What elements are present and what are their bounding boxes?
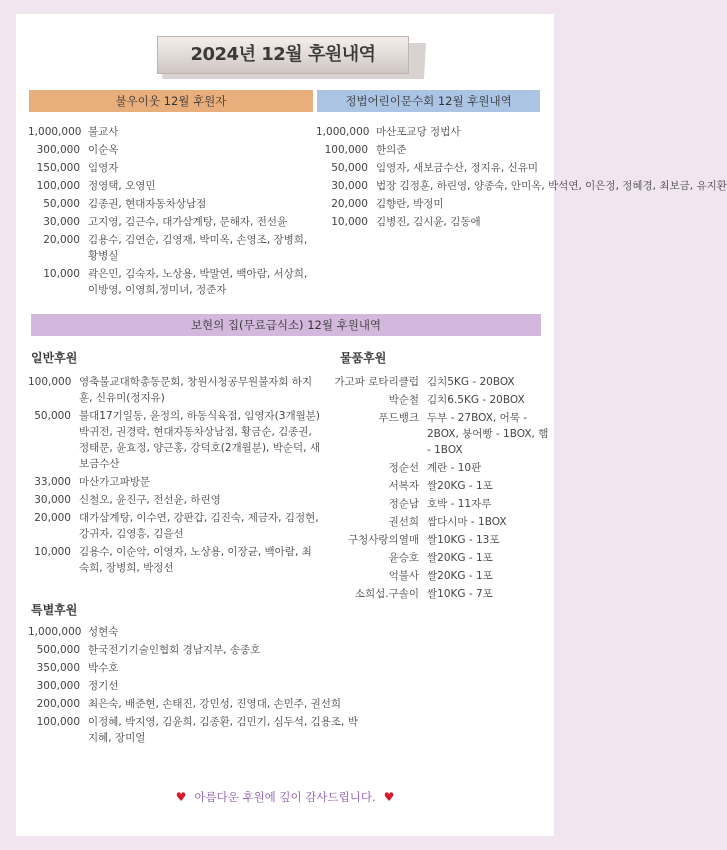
- donor-names: 마산포교당 정법사: [376, 126, 461, 138]
- list-item: [28, 642, 368, 658]
- donated-items: 호박 - 11자루: [427, 498, 492, 510]
- donor-names: 김종권, 현대자동차상남점: [88, 198, 207, 210]
- donation-amount: 350,000: [36, 662, 80, 674]
- list-item: [28, 474, 328, 490]
- special-support-title: 특별후원: [31, 603, 78, 617]
- list-item: [28, 492, 328, 508]
- donor-name: 푸드뱅크: [378, 412, 419, 424]
- list-item: [28, 266, 328, 298]
- list-item: [28, 160, 328, 176]
- donation-amount: 20,000: [43, 234, 80, 246]
- donation-amount: 30,000: [34, 494, 71, 506]
- donated-items: 쌀20KG - 1포: [427, 570, 493, 582]
- list-item: [28, 408, 328, 472]
- special-donor-list: [28, 624, 368, 748]
- list-item: [28, 142, 328, 158]
- page-title: 2024년 12월 후원내역: [157, 36, 409, 74]
- donor-names: 법장 김정훈, 하린영, 양종숙, 안미옥, 박석연, 이은정, 정혜경, 최보금, 유지환: [376, 180, 727, 192]
- list-item: [321, 568, 551, 584]
- donor-names: 김향란, 박정미: [376, 198, 444, 210]
- donated-items: 쌀10KG - 13포: [427, 534, 500, 546]
- donor-names: 정영택, 오영민: [88, 180, 156, 192]
- donation-amount: 50,000: [34, 410, 71, 422]
- section-header-needy: 불우이웃 12월 후원자: [29, 90, 313, 112]
- donation-amount: 150,000: [36, 162, 80, 174]
- goods-donor-list: [321, 374, 551, 604]
- list-item: [321, 392, 551, 408]
- list-item: [28, 660, 368, 676]
- donor-names: 마산가고파방문: [79, 476, 151, 488]
- children-donor-list: [316, 124, 727, 232]
- donation-amount: 1,000,000: [28, 126, 82, 138]
- donor-names: 최은숙, 배준현, 손태진, 강민성, 진영대, 손민주, 권선희: [88, 698, 342, 710]
- section-header-food-bank: 보현의 집(무료급식소) 12월 후원내역: [31, 314, 541, 336]
- list-item: [28, 196, 328, 212]
- donation-amount: 100,000: [28, 376, 72, 388]
- donated-items: 쌈다시마 - 1BOX: [427, 516, 507, 528]
- donated-items: 김치5KG - 20BOX: [427, 376, 515, 388]
- donation-amount: 200,000: [36, 698, 80, 710]
- donor-names: 이정혜, 박지영, 김윤희, 김종환, 김민기, 심두석, 김용조, 박지혜, 장미얼: [88, 716, 358, 744]
- donor-name: 권선희: [388, 516, 419, 528]
- donor-name: 정순선: [388, 462, 419, 474]
- donation-amount: 10,000: [331, 216, 368, 228]
- donor-names: 김병진, 김시윤, 김동애: [376, 216, 481, 228]
- donation-amount: 300,000: [36, 680, 80, 692]
- donated-items: 쌀20KG - 1포: [427, 552, 493, 564]
- donor-name: 구청사랑의열매: [347, 534, 419, 546]
- list-item: [28, 214, 328, 230]
- list-item: [321, 478, 551, 494]
- list-item: [28, 374, 328, 406]
- list-item: [321, 496, 551, 512]
- donor-name: 정순남: [388, 498, 419, 510]
- donor-names: 한의준: [376, 144, 407, 156]
- donor-names: 정기선: [88, 680, 119, 692]
- general-donor-list: [28, 374, 328, 578]
- donated-items: 계란 - 10판: [427, 462, 482, 474]
- donor-names: 영축불교대학총동문회, 창원시청공무원불자회 하지훈, 신유미(정지유): [79, 376, 313, 404]
- list-item: [28, 678, 368, 694]
- donor-names: 불대17기일동, 윤정의, 하동식육점, 임영자(3개월분) 박귀전, 권경락, 현대자동차상남점, 황금순, 김종권, 정태문, 윤효정, 양근홍, 강덕호(2개월분), 박순덕, 새보금수산: [79, 410, 320, 470]
- list-item: [321, 550, 551, 566]
- donor-names: 이순옥: [88, 144, 119, 156]
- donation-amount: 100,000: [36, 180, 80, 192]
- donated-items: 김치6.5KG - 20BOX: [427, 394, 525, 406]
- donated-items: 쌀20KG - 1포: [427, 480, 493, 492]
- heart-icon: ♥: [383, 790, 395, 804]
- heart-icon: ♥: [175, 790, 187, 804]
- donation-amount: 10,000: [43, 268, 80, 280]
- list-item: [321, 586, 551, 602]
- donor-names: 한국전기기술인협회 경남지부, 송종호: [88, 644, 261, 656]
- list-item: [321, 514, 551, 530]
- donation-amount: 30,000: [331, 180, 368, 192]
- thanks-message: [16, 789, 554, 805]
- donation-amount: 50,000: [331, 162, 368, 174]
- list-item: [316, 196, 554, 212]
- list-item: [28, 232, 328, 264]
- list-item: [28, 544, 328, 576]
- list-item: [28, 624, 368, 640]
- donation-amount: 100,000: [324, 144, 368, 156]
- donation-amount: 20,000: [331, 198, 368, 210]
- donated-items: 두부 - 27BOX, 어묵 - 2BOX, 붕어빵 - 1BOX, 햄 - 1BOX: [427, 412, 549, 456]
- list-item: [316, 160, 554, 176]
- donation-amount: 20,000: [34, 512, 71, 524]
- needy-donor-list: [28, 124, 328, 300]
- list-item: [321, 410, 551, 458]
- goods-support-title: 물품후원: [340, 351, 387, 365]
- donation-amount: 300,000: [36, 144, 80, 156]
- donor-names: 성현숙: [88, 626, 119, 638]
- list-item: [321, 532, 551, 548]
- list-item: [28, 124, 328, 140]
- donor-name: 윤승호: [388, 552, 419, 564]
- donor-name: 가고파 로타리클럽: [334, 376, 419, 388]
- donor-names: 김용수, 이순악, 이영자, 노상용, 이장균, 백아람, 최숙희, 장병희, 박정선: [79, 546, 312, 574]
- donation-amount: 50,000: [43, 198, 80, 210]
- donation-card: [16, 14, 727, 836]
- thanks-text: 아름다운 후원에 깊이 감사드립니다.: [194, 790, 376, 804]
- donor-names: 고지영, 김근수, 대가삼계탕, 문해자, 전선윤: [88, 216, 288, 228]
- donation-amount: 100,000: [36, 716, 80, 728]
- list-item: [316, 142, 554, 158]
- donation-amount: 1,000,000: [316, 126, 370, 138]
- list-item: [28, 178, 328, 194]
- donor-names: 임영자: [88, 162, 119, 174]
- donor-names: 임영자, 새보금수산, 정지유, 신유미: [376, 162, 539, 174]
- list-item: [316, 178, 727, 194]
- section-header-children: 정법어린이문수회 12월 후원내역: [317, 90, 540, 112]
- list-item: [28, 696, 368, 712]
- donation-amount: 500,000: [36, 644, 80, 656]
- donation-amount: 30,000: [43, 216, 80, 228]
- donor-names: 김용수, 김연순, 김영재, 박미옥, 손영조, 장병희, 황병실: [88, 234, 308, 262]
- list-item: [28, 714, 368, 746]
- list-item: [316, 124, 554, 140]
- donation-amount: 33,000: [34, 476, 71, 488]
- donor-names: 박수호: [88, 662, 119, 674]
- general-support-title: 일반후원: [31, 351, 78, 365]
- donor-names: 신철오, 윤진구, 전선윤, 하린영: [79, 494, 221, 506]
- donor-names: 대가삼계탕, 이수연, 강판갑, 김진숙, 제금자, 김정현, 강귀자, 김영흥, 김을선: [79, 512, 319, 540]
- list-item: [316, 214, 554, 230]
- list-item: [321, 374, 551, 390]
- donor-names: 불교사: [88, 126, 119, 138]
- title-banner: [157, 36, 432, 76]
- list-item: [321, 460, 551, 476]
- donor-name: 서복자: [388, 480, 419, 492]
- donation-amount: 10,000: [34, 546, 71, 558]
- donation-amount: 1,000,000: [28, 626, 82, 638]
- donor-names: 곽은민, 김숙자, 노상용, 박말연, 백아람, 서상희, 이방영, 이영희,정미녀, 정준자: [88, 268, 308, 296]
- list-item: [28, 510, 328, 542]
- donor-name: 억불사: [388, 570, 419, 582]
- donated-items: 쌀10KG - 7포: [427, 588, 493, 600]
- donor-name: 소희섭.구솔이: [354, 588, 419, 600]
- donor-name: 박순철: [388, 394, 419, 406]
